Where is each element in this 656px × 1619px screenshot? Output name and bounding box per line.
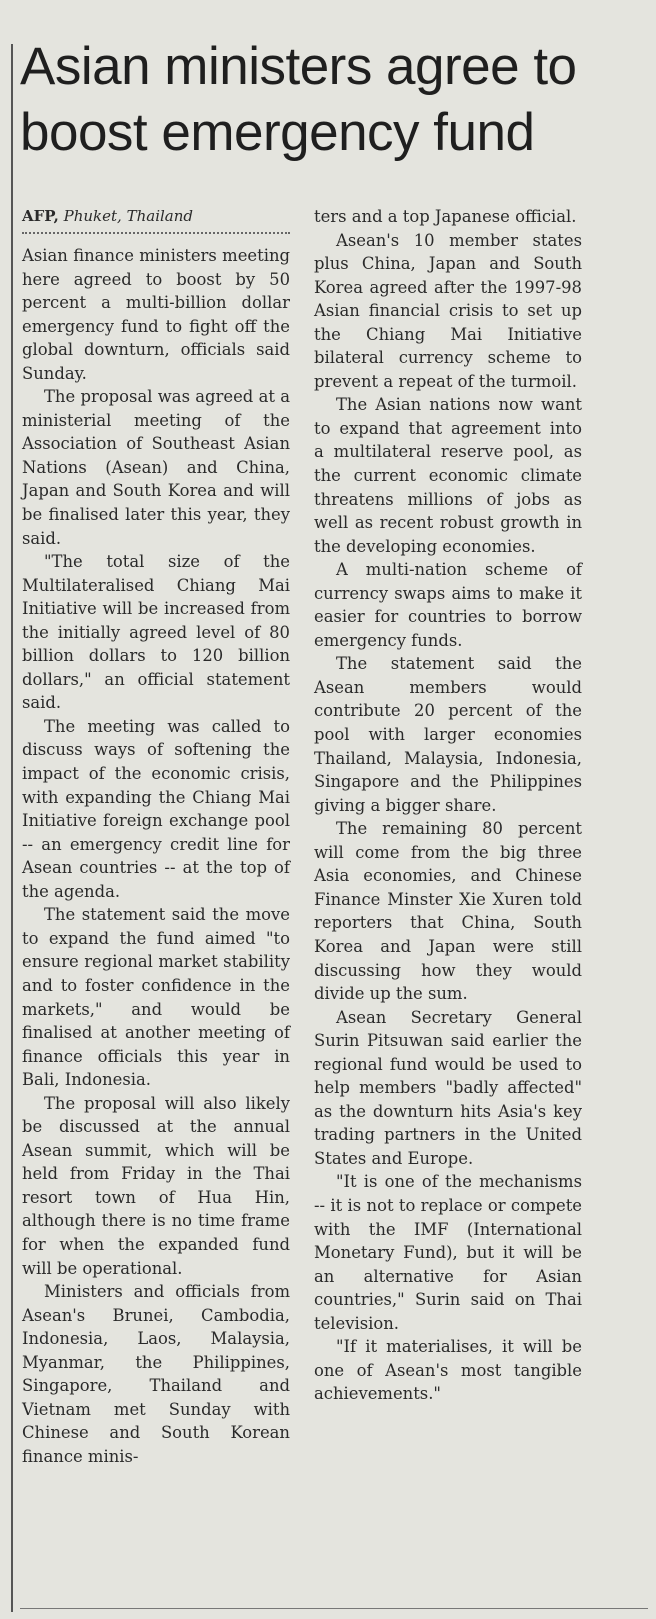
headline: Asian ministers agree to boost emergency fund <box>20 37 577 162</box>
column-rule <box>11 44 13 1612</box>
paragraph: "The total size of the Multilateralised Chiang Mai Initiative will be increased from the initially agreed level of 80 billion dollars to 120 billion dollars," an official statement said. <box>22 552 290 713</box>
article-column-1 <box>22 205 290 1468</box>
paragraph: ters and a top Japanese official. <box>314 207 577 226</box>
paragraph: The remaining 80 percent will come from the big three Asia economies, and Chinese Finance Minster Xie Xuren told reporters that China, South Korea and Japan were still discussing how they would divide up the sum. <box>314 819 582 1004</box>
byline-place: Phuket, Thailand <box>63 207 193 225</box>
paragraph: The Asian nations now want to expand that agreement into a multilateral reserve pool, as the current economic climate threatens millions of jobs as well as recent robust growth in the developing economies. <box>314 395 582 556</box>
paragraph: Ministers and officials from Asean's Brunei, Cambodia, Indonesia, Laos, Malaysia, Myanmar, the Philippines, Singapore, Thailand and Vietnam met Sunday with Chinese and South Korean finance minis- <box>22 1282 290 1466</box>
paragraph: Asean's 10 member states plus China, Japan and South Korea agreed after the 1997-98 Asian financial crisis to set up the Chiang Mai Initiative bilateral currency scheme to prevent a repeat of the turmoil. <box>314 230 582 391</box>
byline <box>22 205 290 227</box>
paragraph: The statement said the Asean members would contribute 20 percent of the pool with larger economies Thailand, Malaysia, Indonesia, Singapore and the Philippines giving a bigger share. <box>314 654 582 815</box>
paragraph: A multi-nation scheme of currency swaps aims to make it easier for countries to borrow emergency funds. <box>314 560 582 650</box>
paragraph: The proposal was agreed at a ministerial meeting of the Association of Southeast Asian Nations (Asean) and China, Japan and South Korea and will be finalised later this year, they said. <box>22 387 290 548</box>
paragraph: The meeting was called to discuss ways of softening the impact of the economic crisis, with expanding the Chiang Mai Initiative foreign exchange pool -- an emergency credit line for Asean countries -- at the top of the agenda. <box>22 716 290 901</box>
byline-agency: AFP, <box>22 207 59 225</box>
bottom-rule <box>20 1608 648 1609</box>
paragraph: "It is one of the mechanisms -- it is not to replace or compete with the IMF (International Monetary Fund), but it will be an alternative for Asian countries," Surin said on Thai television. <box>314 1172 582 1333</box>
paragraph: "If it materialises, it will be one of Asean's most tangible achievements." <box>314 1337 582 1404</box>
article-column-2 <box>314 205 582 1406</box>
paragraph: The statement said the move to expand the fund aimed "to ensure regional market stability and to foster confidence in the markets," and would be finalised at another meeting of finance officials this year in Bali, Indonesia. <box>22 905 290 1090</box>
paragraph: Asean Secretary General Surin Pitsuwan said earlier the regional fund would be used to help members "badly affected" as the downturn hits Asia's key trading partners in the United States and Europe. <box>314 1007 582 1168</box>
dotted-separator <box>22 232 290 234</box>
paragraph: The proposal will also likely be discussed at the annual Asean summit, which will be held from Friday in the Thai resort town of Hua Hin, although there is no time frame for when the expanded fund will be operational. <box>22 1093 290 1278</box>
paragraph: Asian finance ministers meeting here agreed to boost by 50 percent a multi-billion dollar emergency fund to fight off the global downturn, officials said Sunday. <box>22 246 290 383</box>
